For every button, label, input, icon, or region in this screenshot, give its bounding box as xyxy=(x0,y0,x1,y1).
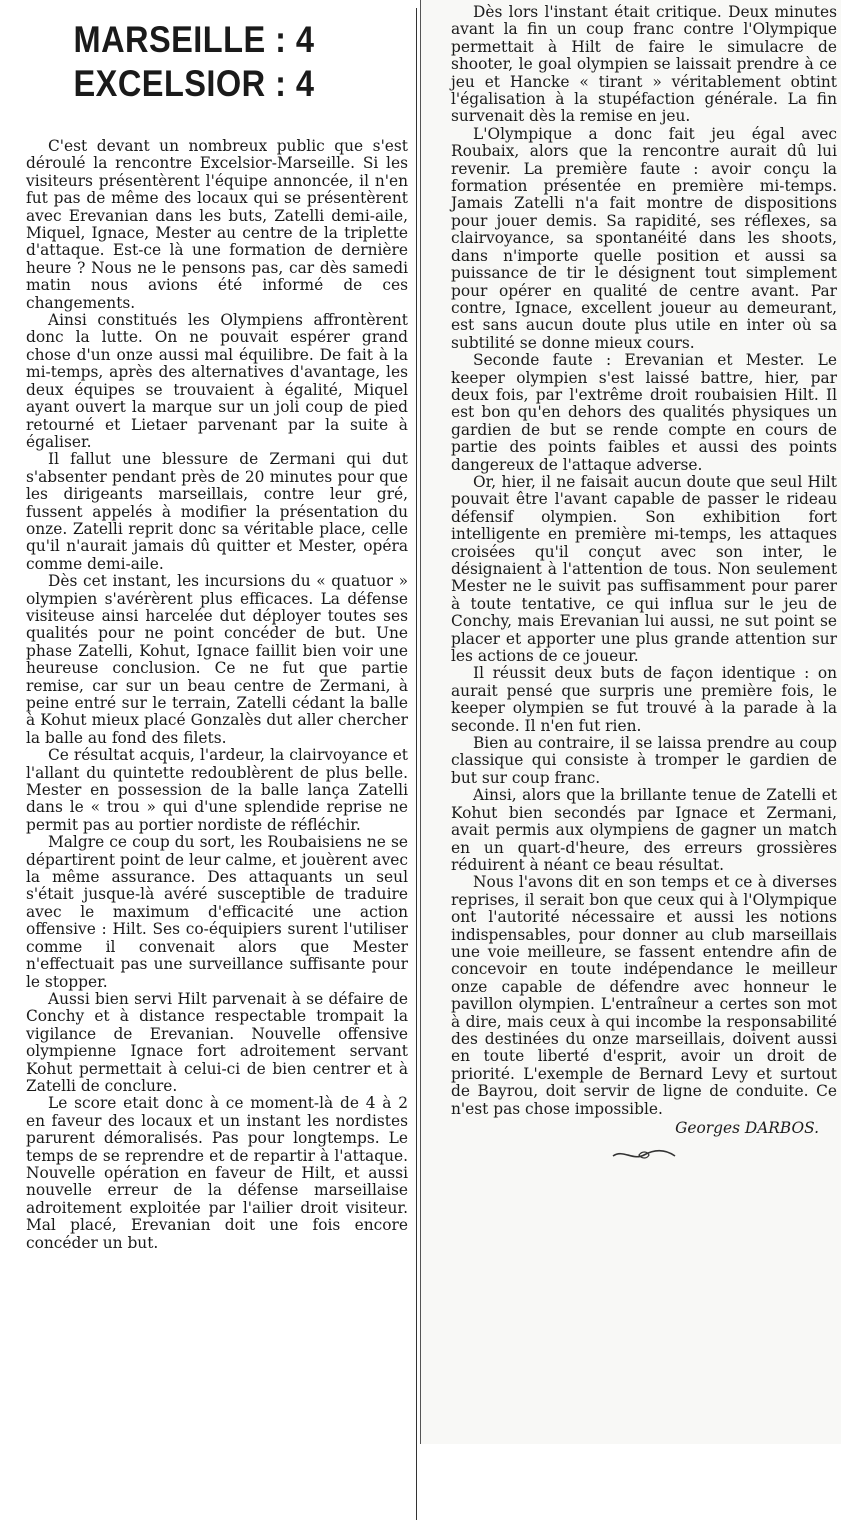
paragraph: Le score etait donc à ce moment-là de 4 à 2 en faveur des locaux et un instant les nordistes parurent démoralisés. Pas pour longtemps. Le temps de se reprendre et de repartir à l'attaque. Nouvelle opération en faveur de Hilt, et aussi nouvelle erreur de la défense marseillaise adroitement exploitée par l'ailier droit visiteur. Mal placé, Erevanian doit une fois encore concéder un but. xyxy=(26,1094,408,1252)
paragraph: Ainsi, alors que la brillante tenue de Zatelli et Kohut bien secondés par Ignace et Zermani, avait permis aux olympiens de gagner un match en un quart-d'heure, des erreurs grossières réduirent à néant ce beau résultat. xyxy=(451,786,837,874)
column-rule xyxy=(416,8,417,1520)
paragraph: Nous l'avons dit en son temps et ce à diverses reprises, il serait bon que ceux qui à l'Olympique ont l'autorité nécessaire et aussi les notions indispensables, pour donner au club marseillais une voie meilleure, se fassent entendre afin de concevoir en toute indépendance le meilleur onze capable de défendre avec honneur le pavillon olympien. L'entraîneur a certes son mot à dire, mais ceux à qui incombe la responsabilité des destinées du onze marseillais, doivent aussi en toute liberté d'esprit, avoir un droit de priorité. L'exemple de Bernard Levy et surtout de Bayrou, doit servir de ligne de conduite. Ce n'est pas chose impossible. xyxy=(451,873,837,1118)
paragraph: Ce résultat acquis, l'ardeur, la clairvoyance et l'allant du quintette redoublèrent de plus belle. Mester en possession de la balle lança Zatelli dans le « trou » qui d'une splendide reprise ne permit pas au portier nordiste de réfléchir. xyxy=(26,746,408,834)
paragraph: Il fallut une blessure de Zermani qui dut s'absenter pendant près de 20 minutes pour que les dirigeants marseillais, contre leur gré, fussent appelés à modifier la présentation du onze. Zatelli reprit donc sa véritable place, celle qu'il n'aurait jamais dû quitter et Mester, opéra comme demi-aile. xyxy=(26,450,408,573)
paragraph: Dès lors l'instant était critique. Deux minutes avant la fin un coup franc contre l'Olympique permettait à Hilt de faire le simulacre de shooter, le goal olympien se laissait prendre à ce jeu et Hancke « tirant » véritablement obtint l'égalisation à la stupéfaction générale. La fin survenait dès la remise en jeu. xyxy=(451,3,837,126)
paragraph: Ainsi constitués les Olympiens affrontèrent donc la lutte. On ne pouvait espérer grand chose d'un onze aussi mal équilibre. De fait à la mi-temps, après des alternatives d'avantage, les deux équipes se trouvaient à égalité, Miquel ayant ouvert la marque sur un joli coup de pied retourné et Lietaer parvenant par la suite à égaliser. xyxy=(26,311,408,451)
headline-line-1: MARSEILLE : 4 xyxy=(73,19,315,60)
headline-line-2: EXCELSIOR : 4 xyxy=(73,63,315,104)
paragraph: Il réussit deux buts de façon identique : on aurait pensé que surpris une première fois, le keeper olympien se fut trouvé à la parade à la seconde. Il n'en fut rien. xyxy=(451,664,837,735)
paragraph: Bien au contraire, il se laissa prendre au coup classique qui consiste à tromper le gardien de but sur coup franc. xyxy=(451,734,837,787)
paragraph: C'est devant un nombreux public que s'est déroulé la rencontre Excelsior-Marseille. Si les visiteurs présentèrent l'équipe annoncée, il n'en fut pas de même des locaux qui se présentèrent avec Erevanian dans les buts, Zatelli demi-aile, Miquel, Ignace, Mester au centre de la triplette d'attaque. Est-ce là une formation de dernière heure ? Nous ne le pensons pas, car dès samedi matin nous avions été informé de ces changements. xyxy=(26,137,408,312)
paragraph: Dès cet instant, les incursions du « quatuor » olympien s'avérèrent plus efficaces. La défense visiteuse ainsi harcelée dut déployer toutes ses qualités pour ne point concéder de but. Une phase Zatelli, Kohut, Ignace faillit bien voir une heureuse conclusion. Ce ne fut que partie remise, car sur un beau centre de Zermani, à peine entré sur le terrain, Zatelli cédant la balle à Kohut mieux placé Gonzalès dut aller chercher la balle au fond des filets. xyxy=(26,572,408,747)
paragraph: L'Olympique a donc fait jeu égal avec Roubaix, alors que la rencontre aurait dû lui revenir. La première faute : avoir conçu la formation présentée en première mi-temps. Jamais Zatelli n'a fait montre de dispositions pour jouer demis. Sa rapidité, ses réflexes, sa clairvoyance, sa spontanéité dans les shoots, dans n'importe quelle position et aussi sa puissance de tir le désignent tout simplement pour opérer en qualité de centre avant. Par contre, Ignace, excellent joueur au demeurant, est sans aucun doute plus utile en inter où sa subtilité se donne mieux cours. xyxy=(451,124,837,352)
author-signature: Georges DARBOS. xyxy=(675,1119,819,1137)
paragraph: Or, hier, il ne faisait aucun doute que seul Hilt pouvait être l'avant capable de passer le rideau défensif olympien. Son exhibition fort intelligente en première mi-temps, les attaques croisées qu'il conçut avec son inter, le désignaient à l'attention de tous. Non seulement Mester ne le suivit pas suffisamment pour parer à toute tentative, ce qui influa sur le jeu de Conchy, mais Erevanian lui aussi, ne sut point se placer et apporter une plus grande attention sur les actions de ce joueur. xyxy=(451,472,837,666)
paragraph: Aussi bien servi Hilt parvenait à se défaire de Conchy et à distance respectable trompait la vigilance de Erevanian. Nouvelle offensive olympienne Ignace fort adroitement servant Kohut permettait à celui-ci de bien centrer et à Zatelli de conclure. xyxy=(26,989,408,1095)
article-column-left xyxy=(0,0,416,1525)
headline xyxy=(26,18,362,106)
article-column-right xyxy=(420,0,841,1444)
paragraph: Seconde faute : Erevanian et Mester. Le keeper olympien s'est laissé battre, hier, par deux fois, par l'extrême droit roubaisien Hilt. Il est bon qu'en dehors des qualités physiques un gardien de but se rende compte en cours de partie des points faibles et aussi des points dangereux de l'attaque adverse. xyxy=(451,351,837,474)
paragraph: Malgre ce coup du sort, les Roubaisiens ne se départirent point de leur calme, et jouèrent avec la même assurance. Des attaquants un seul s'était jusque-là avéré susceptible de traduire avec le maximum d'efficacité une action offensive : Hilt. Ses co-équipiers surent l'utiliser comme il convenait alors que Mester n'effectuait pas une surveillance suffisante pour le stopper. xyxy=(26,833,408,991)
flourish-ornament xyxy=(609,1147,679,1163)
